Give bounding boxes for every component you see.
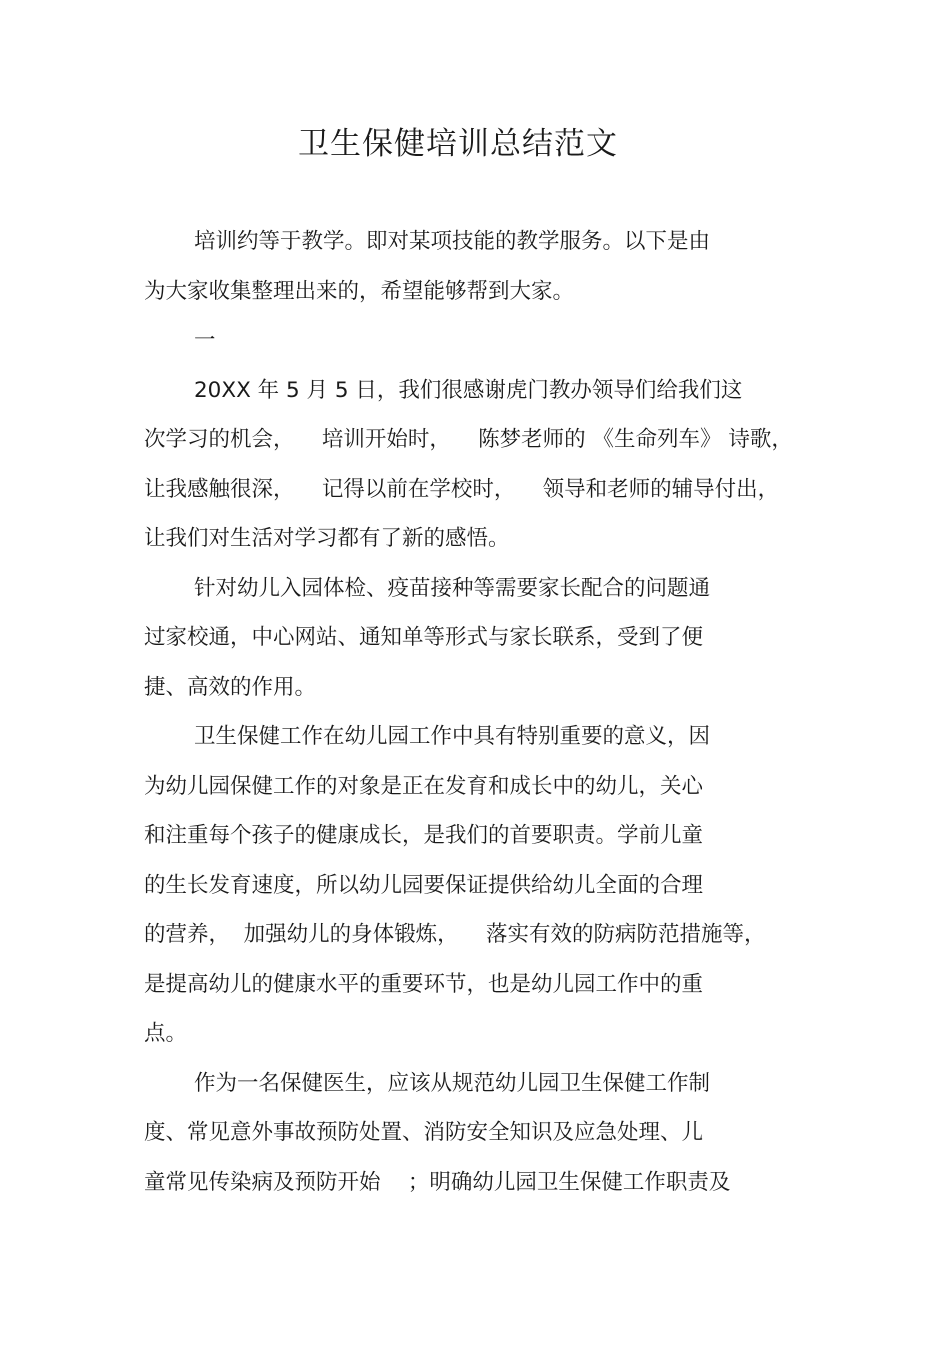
paragraph-doctor: [144, 1059, 824, 1208]
text-line: 过家校通，中心网站、通知单等形式与家长联系，受到了便: [144, 625, 704, 650]
text-line: 次学习的机会， 培训开始时， 陈梦老师的 《生命列车》 诗歌，: [144, 427, 793, 452]
paragraph-intro: [144, 217, 824, 316]
text-line: 针对幼儿入园体检、疫苗接种等需要家长配合的问题通: [194, 575, 711, 601]
document-body: [144, 217, 824, 1207]
text-line: 捷、高效的作用。: [144, 674, 317, 700]
paragraph-importance: [144, 712, 824, 1059]
text-line: 童常见传染病及预防开始 ；明确幼儿园卫生保健工作职责及: [144, 1169, 731, 1195]
document-title: 卫生保健培训总结范文: [298, 126, 618, 162]
text-line: 是提高幼儿的健康水平的重要环节，也是幼儿园工作中的重: [144, 971, 704, 997]
text-line: 卫生保健工作在幼儿园工作中具有特别重要的意义，因: [194, 724, 711, 749]
text-line: 作为一名保健医生，应该从规范幼儿园卫生保健工作制: [194, 1070, 711, 1096]
paragraph-parents: [144, 564, 824, 713]
text-line: 点。: [144, 1021, 188, 1046]
text-line: 度、常见意外事故预防处置、消防安全知识及应急处理、儿: [144, 1120, 704, 1145]
text-line: 为幼儿园保健工作的对象是正在发育和成长中的幼儿，关心: [144, 773, 704, 799]
text-line: 让我感触很深， 记得以前在学校时， 领导和老师的辅导付出，: [144, 476, 780, 502]
text-line: 一: [194, 328, 216, 353]
paragraph-date: [144, 366, 824, 564]
section-number: [144, 316, 824, 366]
text-line: 20XX 年 5 月 5 日，我们很感谢虎门教办领导们给我们这: [194, 377, 743, 403]
text-line: 让我们对生活对学习都有了新的感悟。: [144, 526, 510, 551]
text-line: 为大家收集整理出来的，希望能够帮到大家。: [144, 278, 575, 304]
text-line: 和注重每个孩子的健康成长，是我们的首要职责。学前儿童: [144, 823, 704, 848]
text-line: 的生长发育速度，所以幼儿园要保证提供给幼儿全面的合理: [144, 872, 704, 898]
text-line: 培训约等于教学。即对某项技能的教学服务。以下是由: [194, 229, 711, 254]
text-line: 的营养， 加强幼儿的身体锻炼， 落实有效的防病防范措施等，: [144, 922, 766, 947]
